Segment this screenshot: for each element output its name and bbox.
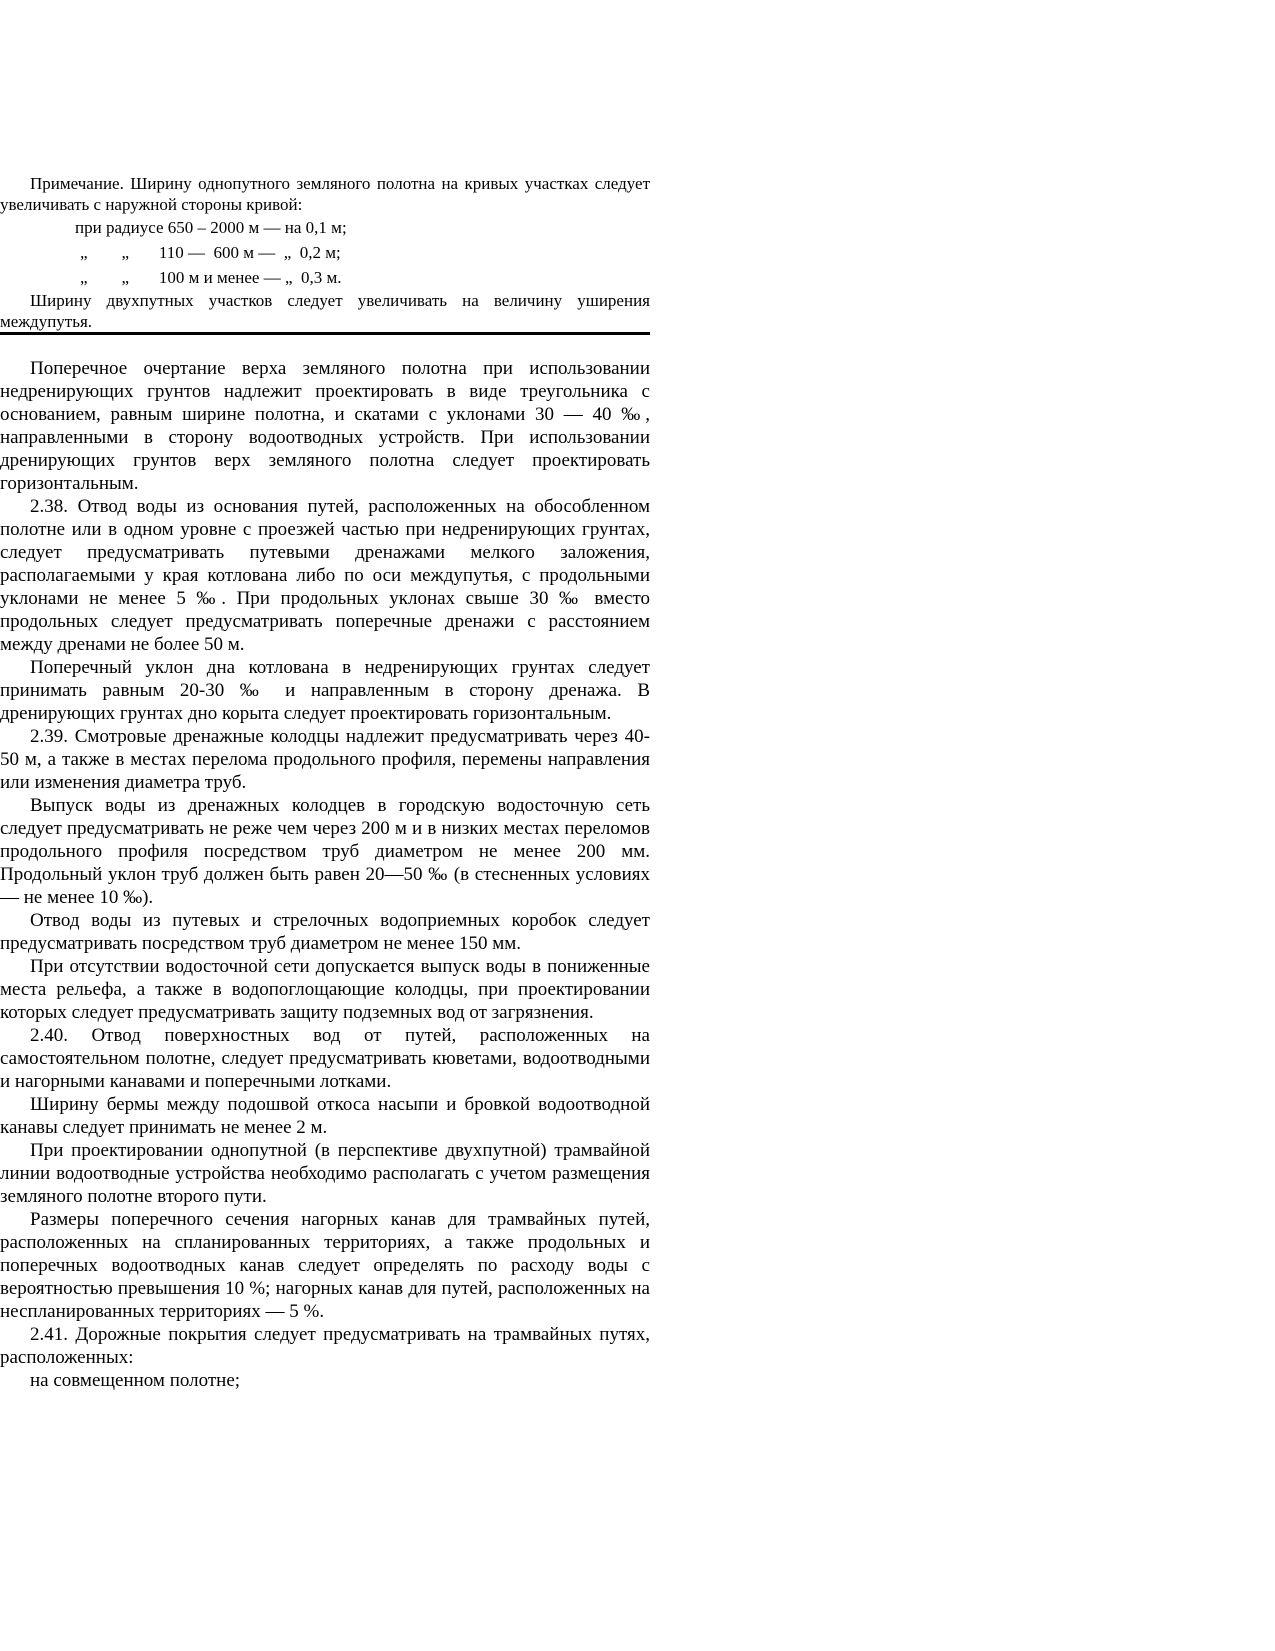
horizontal-rule	[0, 332, 650, 335]
paragraph-2-40: 2.40. Отвод поверхностных вод от путей, расположенных на самостоятельном полотне, следует предусматривать кюветами, водоотводными и нагорными канавами и поперечными лотками.	[0, 1025, 650, 1092]
paragraph-2-39: 2.39. Смотровые дренажные колодцы надлежит предусматривать через 40-50 м, а также в местах перелома продольного профиля, перемены направления или изменения диаметра труб.	[0, 726, 650, 793]
paragraph: на совмещенном полотне;	[30, 1370, 241, 1391]
paragraph: Ширину бермы между подошвой откоса насыпи и бровкой водоотводной канавы следует принимать не менее 2 м.	[0, 1094, 650, 1138]
paragraph: Отвод воды из путевых и стрелочных водоприемных коробок следует предусматривать посредством труб диаметром не менее 150 мм.	[0, 910, 650, 954]
paragraph-2-41: 2.41. Дорожные покрытия следует предусматривать на трамвайных путях, расположенных:	[0, 1324, 650, 1368]
note-line-radius-110: „ „ 110 — 600 м — „ 0,2 м;	[80, 243, 341, 262]
main-text	[0, 357, 650, 1392]
note-line-radius-650: при радиусе 650 – 2000 м — на 0,1 м;	[75, 218, 347, 237]
note-block	[0, 173, 650, 332]
paragraph: Размеры поперечного сечения нагорных канав для трамвайных путей, расположенных на спланированных территориях, а также продольных и поперечных водоотводных канав следует определять по расходу воды с вероятностью превышения 10 %; нагорных канав для путей, расположенных на неспланированных территориях — 5 %.	[0, 1209, 650, 1322]
note-outro: Ширину двухпутных участков следует увеличивать на величину уширения междупутья.	[0, 291, 650, 331]
paragraph: Поперечный уклон дна котлована в недренирующих грунтах следует принимать равным 20-30 ‰ и направленным в сторону дренажа. В дренирующих грунтах дно корыта следует проектировать горизонтальным.	[0, 657, 650, 724]
paragraph: При отсутствии водосточной сети допускается выпуск воды в пониженные места рельефа, а также в водопоглощающие колодцы, при проектировании которых следует предусматривать защиту подземных вод от загрязнения.	[0, 956, 650, 1023]
paragraph-2-38: 2.38. Отвод воды из основания путей, расположенных на обособленном полотне или в одном уровне с проезжей частью при недренирующих грунтах, следует предусматривать путевыми дренажами мелкого заложения, располагаемыми у края котлована либо по оси междупутья, с продольными уклонами не менее 5 ‰. При продольных уклонах свыше 30 ‰ вместо продольных следует предусматривать поперечные дренажи с расстоянием между дренами не более 50 м.	[0, 496, 650, 655]
paragraph: Выпуск воды из дренажных колодцев в городскую водосточную сеть следует предусматривать не реже чем через 200 м и в низких местах переломов продольного профиля посредством труб диаметром не менее 200 мм. Продольный уклон труб должен быть равен 20—50 ‰ (в стесненных условиях — не менее 10 ‰).	[0, 795, 650, 908]
paragraph: При проектировании однопутной (в перспективе двухпутной) трамвайной линии водоотводные устройства необходимо располагать с учетом размещения земляного полотне второго пути.	[0, 1140, 650, 1207]
paragraph: Поперечное очертание верха земляного полотна при использовании недренирующих грунтов надлежит проектировать в виде треугольника с основанием, равным ширине полотна, и скатами с уклонами 30 — 40 ‰, направленными в сторону водоотводных устройств. При использовании дренирующих грунтов верх земляного полотна следует проектировать горизонтальным.	[0, 358, 650, 494]
note-line-radius-100: „ „ 100 м и менее — „ 0,3 м.	[80, 268, 342, 287]
note-intro: Примечание. Ширину однопутного земляного полотна на кривых участках следует увеличивать с наружной стороны кривой:	[0, 174, 650, 214]
